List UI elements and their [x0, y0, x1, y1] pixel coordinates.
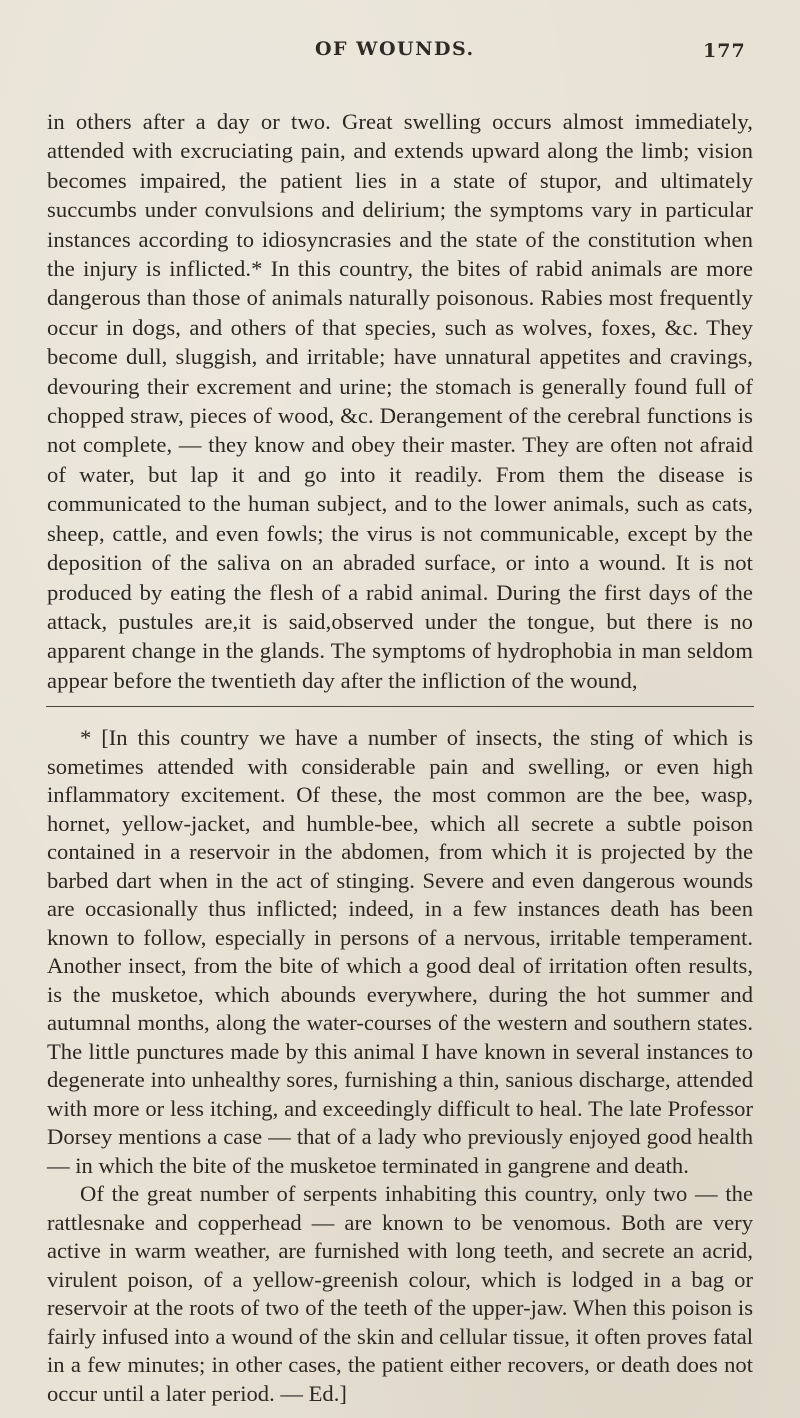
footnote-paragraph-serpents: Of the great number of serpents inhabiting this country, only two — the rattlesnake and copperhead — are known to be venomous. Both are very active in warm weather, are furnished with long teeth, and secrete an acrid, virulent poison, of a yellow-greenish colour, which is lodged in a bag or reservoir at the roots of two of the teeth of the upper-jaw. When this poison is fairly infused into a wound of the skin and cellular tissue, it often proves fatal in a few minutes; in other cases, the patient either recovers, or death does not occur until a later period. — Ed.] — [47, 1181, 753, 1406]
page-header — [0, 38, 800, 68]
footnote — [47, 724, 753, 1408]
footnote-paragraph-insects: * [In this country we have a number of insects, the sting of which is sometimes attended with considerable pain and swelling, or even high inflammatory excitement. Of these, the most common are the bee, wasp, hornet, yellow-jacket, and humble-bee, which all secrete a subtle poison contained in a reservoir in the abdomen, from which it is projected by the barbed dart when in the act of stinging. Severe and even dangerous wounds are occasionally thus inflicted; indeed, in a few instances death has been known to follow, especially in persons of a nervous, irritable temperament. Another insect, from the bite of which a good deal of irritation often results, is the musketoe, which abounds everywhere, during the hot summer and autumnal months, along the water-courses of the western and southern states. The little punctures made by this animal I have known in several instances to degenerate into unhealthy sores, furnishing a thin, sanious discharge, attended with more or less itching, and exceedingly difficult to heal. The late Professor Dorsey mentions a case — that of a lady who previously enjoyed good health — in which the bite of the musketoe terminated in gangrene and death. — [47, 725, 753, 1178]
footnote-divider — [46, 706, 754, 707]
running-head: OF WOUNDS. — [315, 38, 475, 60]
main-paragraph: in others after a day or two. Great swelling occurs almost immediately, attended with excruciating pain, and extends upward along the limb; vision becomes impaired, the patient lies in a state of stupor, and ultimately succumbs under convulsions and delirium; the symptoms vary in particular instances according to idiosyncrasies and the state of the constitution when the injury is inflicted.* In this country, the bites of rabid animals are more dangerous than those of animals naturally poisonous. Rabies most frequently occur in dogs, and others of that species, such as wolves, foxes, &c. They become dull, sluggish, and irritable; have unnatural appetites and cravings, devouring their excrement and urine; the stomach is generally found full of chopped straw, pieces of wood, &c. Derangement of the cerebral functions is not complete, — they know and obey their master. They are often not afraid of water, but lap it and go into it readily. From them the disease is communicated to the human subject, and to the lower animals, such as cats, sheep, cattle, and even fowls; the virus is not communicable, except by the deposition of the saliva on an abraded surface, or into a wound. It is not produced by eating the flesh of a rabid animal. During the first days of the attack, pustules are,it is said,observed under the tongue, but there is no apparent change in the glands. The symptoms of hydrophobia in man seldom appear before the twentieth day after the infliction of the wound, — [47, 109, 753, 693]
page-number: 177 — [703, 40, 746, 62]
